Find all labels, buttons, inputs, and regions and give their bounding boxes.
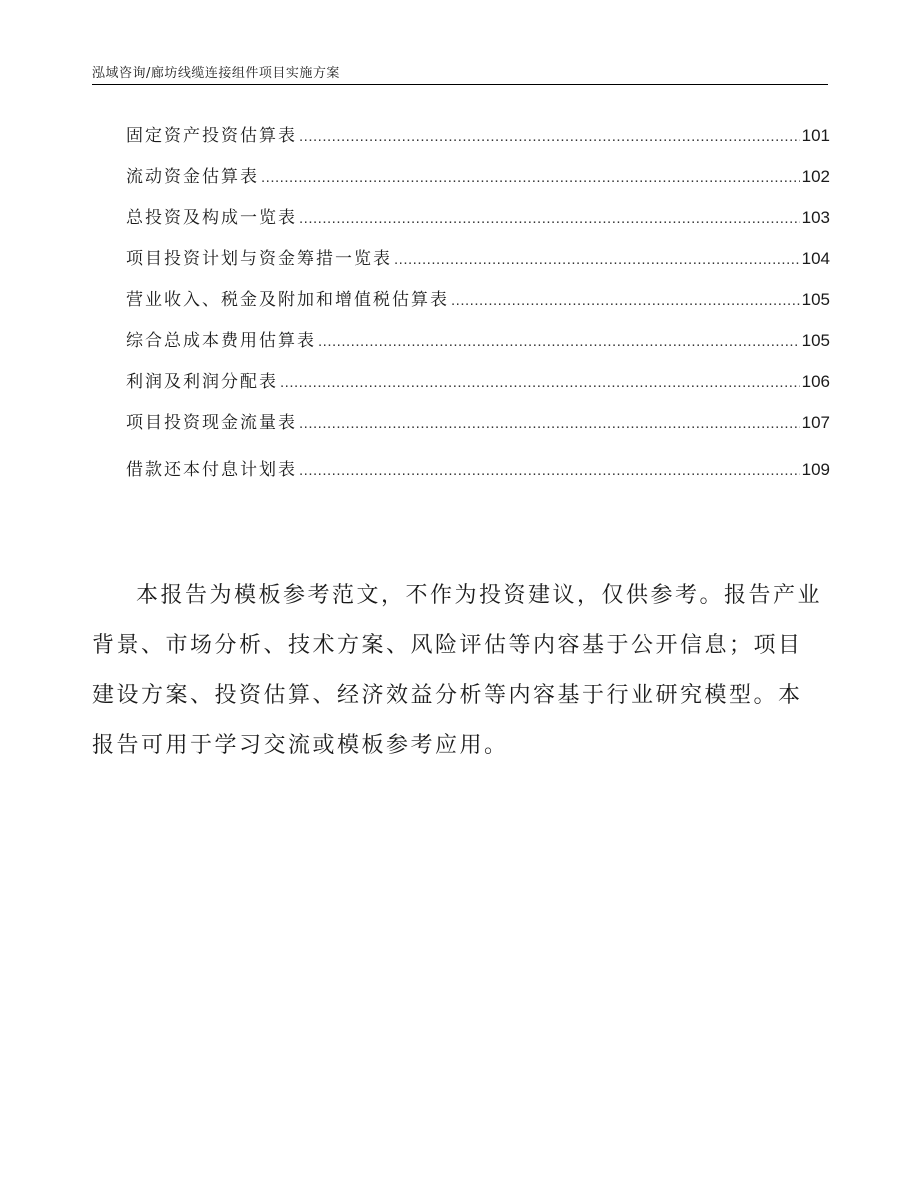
toc-leader-dots [280,369,800,397]
toc-leader-dots [299,410,800,438]
toc-entry[interactable] [126,245,830,286]
toc-entry-page: 107 [801,413,830,432]
disclaimer-paragraph: 本报告为模板参考范文，不作为投资建议，仅供参考。报告产业背景、市场分析、技术方案、风险评估等内容基于公开信息；项目建设方案、投资估算、经济效益分析等内容基于行业研究模型。本报告可用于学习交流或模板参考应用。 [92,583,823,758]
toc-entry-title: 营业收入、税金及附加和增值税估算表 [126,290,449,310]
toc-entry-page: 102 [801,167,830,186]
toc-entry[interactable] [126,368,830,409]
toc-entry-title: 借款还本付息计划表 [126,460,297,480]
toc-entry-page: 105 [801,331,830,350]
toc-entry-title: 项目投资计划与资金筹措一览表 [126,249,392,269]
toc-entry[interactable] [126,409,830,450]
toc-entry-title: 流动资金估算表 [126,167,259,187]
toc-entry[interactable] [126,286,830,327]
toc-entry-title: 固定资产投资估算表 [126,126,297,146]
toc-entry-page: 104 [801,249,830,268]
page-header-title: 泓域咨询/廊坊线缆连接组件项目实施方案 [92,66,340,81]
toc-entry[interactable] [126,327,830,368]
toc-entry-page: 103 [801,208,830,227]
toc-entry[interactable] [126,456,830,497]
toc-entry-title: 总投资及构成一览表 [126,208,297,228]
toc-leader-dots [261,164,800,192]
toc-leader-dots [299,457,800,485]
toc-entry-page: 106 [801,372,830,391]
toc-entry-page: 109 [801,460,830,479]
toc-entry[interactable] [126,204,830,245]
toc-entry-title: 项目投资现金流量表 [126,413,297,433]
toc-leader-dots [299,123,800,151]
toc-leader-dots [394,246,800,274]
header-divider [92,84,828,85]
toc-entry-title: 利润及利润分配表 [126,372,278,392]
table-of-contents [126,122,830,497]
toc-entry-title: 综合总成本费用估算表 [126,331,316,351]
toc-entry-page: 105 [801,290,830,309]
toc-leader-dots [318,328,800,356]
toc-leader-dots [451,287,800,315]
toc-entry-page: 101 [801,126,830,145]
toc-entry[interactable] [126,122,830,163]
toc-leader-dots [299,205,800,233]
toc-entry[interactable] [126,163,830,204]
